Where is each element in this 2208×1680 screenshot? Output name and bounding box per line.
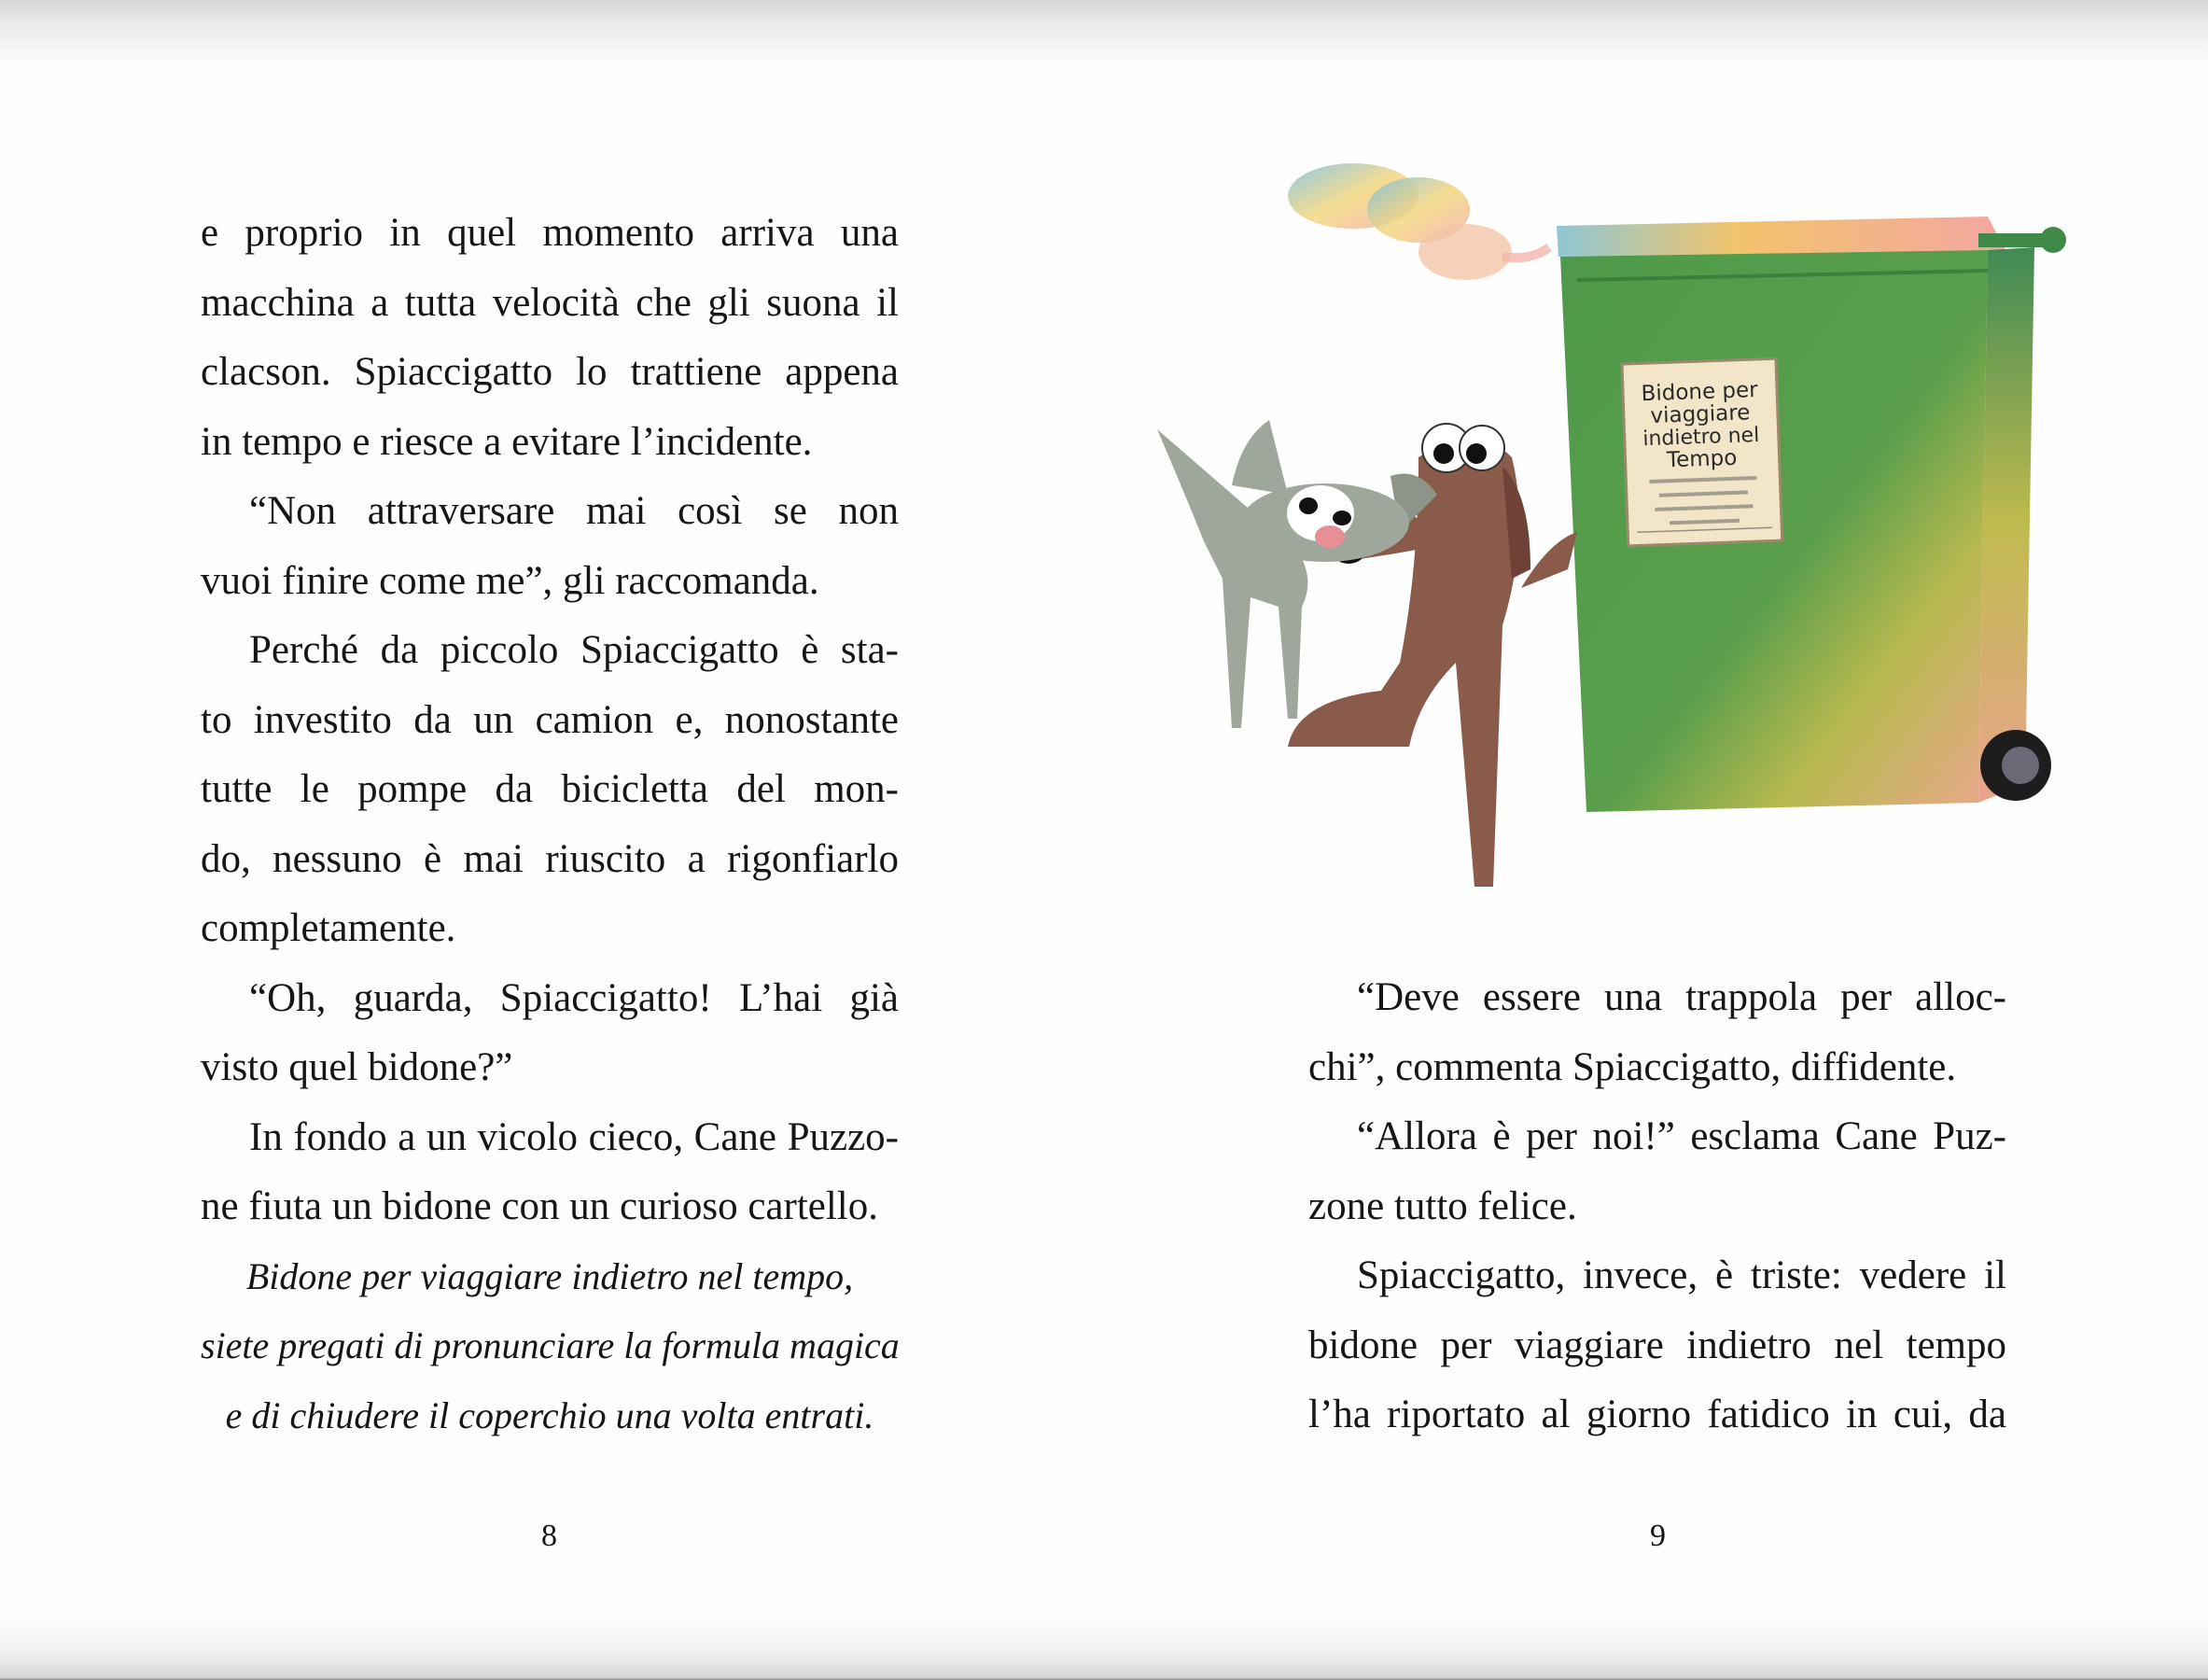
text-line: do, nessuno è mai riuscito a rigonfiarlo	[201, 836, 899, 881]
text-line: bidone per viaggiare indietro nel tempo	[1308, 1323, 2006, 1367]
text-line: vuoi finire come me”, gli raccomanda.	[201, 558, 819, 603]
text-line: “Deve essere una trappola per alloc-	[1357, 975, 2006, 1019]
text-line: In fondo a un vicolo cieco, Cane Puzzo-	[249, 1114, 899, 1159]
text-line: macchina a tutta velocità che gli suona il	[201, 280, 899, 325]
top-edge-shadow	[0, 0, 2208, 65]
text-line: chi”, commenta Spiaccigatto, diffidente.	[1308, 1044, 1957, 1089]
svg-text:viaggiare: viaggiare	[1650, 400, 1751, 428]
svg-text:Bidone per: Bidone per	[1641, 377, 1759, 407]
text-line: to investito da un camion e, nonostante	[201, 697, 899, 742]
text-line: in tempo e riesce a evitare l’incidente.	[201, 419, 813, 464]
svg-text:indietro nel: indietro nel	[1642, 423, 1760, 452]
left-page-text	[201, 199, 899, 1450]
text-line: zone tutto felice.	[1308, 1183, 1577, 1228]
illustration-bin-dog-cat	[1139, 140, 2109, 915]
svg-text:Tempo: Tempo	[1666, 445, 1738, 473]
text-line: e proprio in quel momento arriva una	[201, 211, 899, 255]
page-number-right: 9	[1650, 1519, 1666, 1553]
text-line: tutte le pompe da bicicletta del mon-	[201, 767, 899, 811]
text-line: “Oh, guarda, Spiaccigatto! L’hai già	[249, 975, 899, 1020]
text-line: “Non attraversare mai così se non	[249, 489, 899, 533]
text-line: Perché da piccolo Spiaccigatto è sta-	[249, 628, 899, 672]
rainbow-cloud-icon	[1288, 163, 1549, 280]
text-line: clacson. Spiaccigatto lo trattiene appena	[201, 350, 899, 394]
text-line: “Allora è per noi!” esclama Cane Puz-	[1357, 1114, 2006, 1158]
sign-quote-line: siete pregati di pronunciare la formula magica	[201, 1324, 900, 1366]
text-line: visto quel bidone?”	[201, 1045, 513, 1089]
text-line: completamente.	[201, 906, 456, 950]
text-line: ne fiuta un bidone con un curioso cartello.	[201, 1184, 879, 1228]
page-number-left: 8	[541, 1519, 557, 1553]
text-line: l’ha riportato al giorno fatidico in cui, da	[1308, 1393, 2006, 1436]
bottom-edge-shadow	[0, 1615, 2208, 1680]
time-travel-sign	[1622, 358, 1782, 546]
sign-quote-line: e di chiudere il coperchio una volta entrati.	[225, 1393, 874, 1436]
right-page-text	[1308, 963, 2006, 1450]
sign-quote-line: Bidone per viaggiare indietro nel tempo,	[245, 1254, 854, 1297]
text-line: Spiaccigatto, invece, è triste: vedere il	[1357, 1253, 2006, 1297]
